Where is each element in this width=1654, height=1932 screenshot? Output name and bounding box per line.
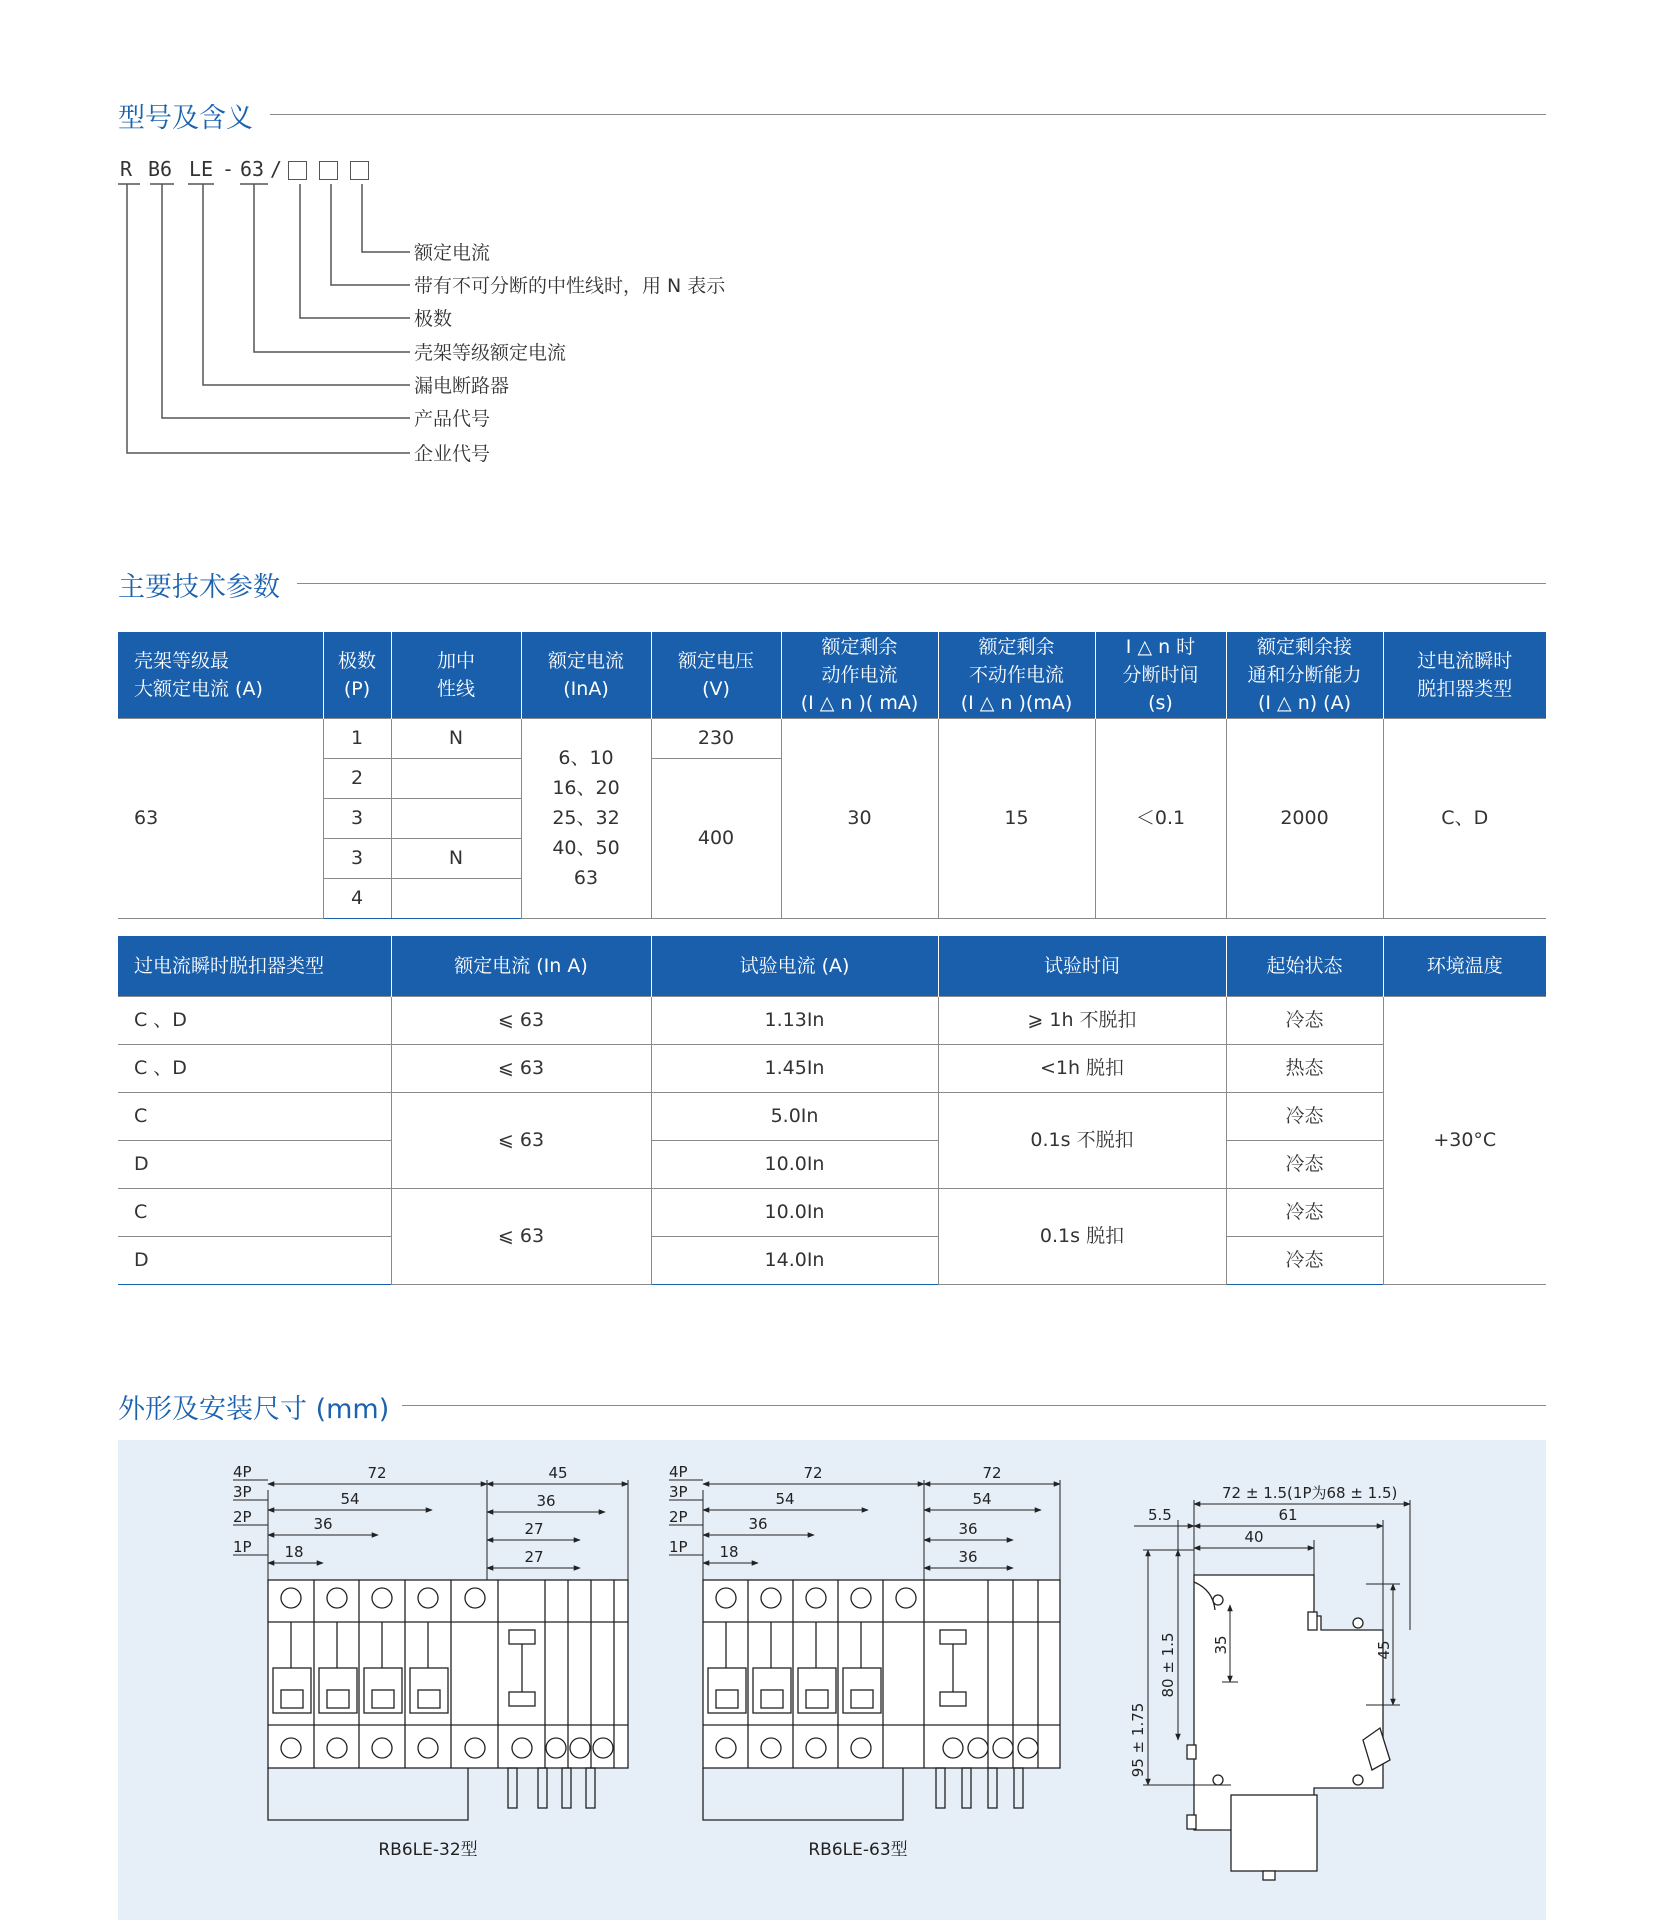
pole-label-3p: 3P bbox=[669, 1483, 688, 1501]
dim-36: 36 bbox=[748, 1515, 768, 1533]
code-b6: B6 bbox=[148, 157, 173, 181]
cell-ambient: +30°C bbox=[1383, 996, 1546, 1284]
cell-trip-type: C 、D bbox=[118, 996, 391, 1044]
cell-rated-current: ⩽ 63 bbox=[391, 1092, 651, 1188]
cell-initial-state: 热态 bbox=[1226, 1044, 1383, 1092]
th-test-time: 试验时间 bbox=[938, 936, 1226, 996]
cell-test-current: 5.0In bbox=[651, 1092, 938, 1140]
code-63: 63 bbox=[240, 157, 265, 181]
cell-voltage-multi: 400 bbox=[651, 758, 781, 918]
caption-rb6le-32: RB6LE-32型 bbox=[378, 1840, 478, 1860]
cell-voltage-1p: 230 bbox=[651, 718, 781, 758]
th-trip-type: 过电流瞬时脱扣器类型 bbox=[118, 936, 391, 996]
cell-test-current: 10.0In bbox=[651, 1140, 938, 1188]
cell-rated-current: ⩽ 63 bbox=[391, 1044, 651, 1092]
meaning-rcbo: 漏电断路器 bbox=[414, 375, 510, 397]
code-dash: - bbox=[222, 157, 235, 181]
side-view bbox=[1129, 1484, 1410, 1880]
meaning-poles: 极数 bbox=[414, 308, 453, 330]
dim-61: 61 bbox=[1278, 1506, 1298, 1524]
th-residual-operating: 额定剩余 动作电流 (I △ n )( mA) bbox=[781, 632, 938, 718]
th-poles: 极数 (P) bbox=[323, 632, 391, 718]
cell-residual-non-operating: 15 bbox=[938, 718, 1095, 918]
pole-label-1p: 1P bbox=[669, 1538, 688, 1556]
section-divider bbox=[402, 1405, 1546, 1406]
meaning-company-code: 企业代号 bbox=[414, 443, 491, 465]
rated-current-line: 40、50 bbox=[552, 837, 620, 859]
cell-poles: 2 bbox=[323, 758, 391, 798]
trip-test-table bbox=[118, 936, 1546, 1285]
cell-trip-type: C bbox=[118, 1188, 391, 1236]
th-break-time: I △ n 时 分断时间 (s) bbox=[1095, 632, 1226, 718]
cell-test-current: 1.45In bbox=[651, 1044, 938, 1092]
cell-initial-state: 冷态 bbox=[1226, 1236, 1383, 1284]
th-rated-current: 额定电流 (In A) bbox=[391, 936, 651, 996]
dim-36: 36 bbox=[536, 1492, 556, 1510]
meaning-rated-current: 额定电流 bbox=[414, 242, 491, 264]
dim-95: 95 ± 1.75 bbox=[1129, 1702, 1147, 1778]
front-view-63 bbox=[669, 1463, 1060, 1860]
meaning-neutral: 带有不可分断的中性线时，用 N 表示 bbox=[414, 275, 726, 297]
pole-label-1p: 1P bbox=[233, 1538, 252, 1556]
tech-params-table bbox=[118, 632, 1546, 919]
dim-72: 72 bbox=[803, 1464, 823, 1482]
dim-36: 36 bbox=[958, 1548, 978, 1566]
pole-label-4p: 4P bbox=[669, 1463, 688, 1481]
cell-poles: 3 bbox=[323, 838, 391, 878]
cell-trip-type: D bbox=[118, 1140, 391, 1188]
dim-45: 45 bbox=[1375, 1640, 1393, 1660]
dim-80: 80 ± 1.5 bbox=[1159, 1632, 1177, 1698]
rated-current-line: 6、10 bbox=[558, 747, 614, 769]
th-rated-voltage: 额定电压 (V) bbox=[651, 632, 781, 718]
dim-18: 18 bbox=[719, 1543, 739, 1561]
th-neutral: 加中 性线 bbox=[391, 632, 521, 718]
cell-residual-operating: 30 bbox=[781, 718, 938, 918]
cell-test-time: <1h 脱扣 bbox=[938, 1044, 1226, 1092]
th-ambient: 环境温度 bbox=[1383, 936, 1546, 996]
meaning-product-code: 产品代号 bbox=[414, 408, 491, 430]
dim-40: 40 bbox=[1244, 1528, 1264, 1546]
cell-making-breaking: 2000 bbox=[1226, 718, 1383, 918]
dim-45: 45 bbox=[548, 1464, 568, 1482]
cell-poles: 3 bbox=[323, 798, 391, 838]
cell-trip-type: C bbox=[118, 1092, 391, 1140]
cell-poles: 1 bbox=[323, 718, 391, 758]
cell-test-time: 0.1s 脱扣 bbox=[938, 1188, 1226, 1284]
dim-54: 54 bbox=[775, 1490, 795, 1508]
cell-neutral: N bbox=[391, 838, 521, 878]
rated-current-line: 16、20 bbox=[552, 777, 620, 799]
dim-72: 72 bbox=[982, 1464, 1002, 1482]
th-test-current: 试验电流 (A) bbox=[651, 936, 938, 996]
code-slash: / bbox=[270, 157, 283, 181]
code-le: LE bbox=[189, 157, 214, 181]
th-making-breaking: 额定剩余接 通和分断能力 (I △ n) (A) bbox=[1226, 632, 1383, 718]
th-rated-current: 额定电流 (InA) bbox=[521, 632, 651, 718]
dim-72: 72 bbox=[367, 1464, 387, 1482]
cell-test-time: 0.1s 不脱扣 bbox=[938, 1092, 1226, 1188]
cell-rated-current: ⩽ 63 bbox=[391, 1188, 651, 1284]
section-title-model: 型号及含义 bbox=[118, 103, 253, 134]
th-initial-state: 起始状态 bbox=[1226, 936, 1383, 996]
rated-current-line: 25、32 bbox=[552, 807, 620, 829]
dim-18: 18 bbox=[284, 1543, 304, 1561]
front-view-32 bbox=[233, 1463, 628, 1860]
cell-rated-current: ⩽ 63 bbox=[391, 996, 651, 1044]
model-leader-lines bbox=[0, 0, 1654, 480]
meaning-frame-current: 壳架等级额定电流 bbox=[414, 342, 567, 364]
code-r: R bbox=[120, 157, 133, 181]
dimension-drawing-panel bbox=[118, 1440, 1546, 1920]
cell-neutral bbox=[391, 758, 521, 798]
cell-trip-type: C 、D bbox=[118, 1044, 391, 1092]
rated-current-line: 63 bbox=[573, 867, 599, 889]
cell-initial-state: 冷态 bbox=[1226, 1140, 1383, 1188]
cell-test-time: ⩾ 1h 不脱扣 bbox=[938, 996, 1226, 1044]
dim-27: 27 bbox=[524, 1548, 544, 1566]
cell-break-time: ＜0.1 bbox=[1095, 718, 1226, 918]
cell-test-current: 10.0In bbox=[651, 1188, 938, 1236]
dim-54: 54 bbox=[972, 1490, 992, 1508]
cell-initial-state: 冷态 bbox=[1226, 1188, 1383, 1236]
cell-poles: 4 bbox=[323, 878, 391, 918]
th-frame-current: 壳架等级最 大额定电流 (A) bbox=[118, 632, 323, 718]
section-divider bbox=[297, 583, 1546, 584]
dim-36: 36 bbox=[958, 1520, 978, 1538]
th-trip-type: 过电流瞬时 脱扣器类型 bbox=[1383, 632, 1546, 718]
pole-label-4p: 4P bbox=[233, 1463, 252, 1481]
pole-label-2p: 2P bbox=[233, 1508, 252, 1526]
cell-neutral bbox=[391, 798, 521, 838]
cell-rated-current bbox=[521, 718, 651, 918]
dim-5-5: 5.5 bbox=[1148, 1506, 1172, 1524]
cell-trip-type: D bbox=[118, 1236, 391, 1284]
dim-54: 54 bbox=[340, 1490, 360, 1508]
cell-neutral bbox=[391, 878, 521, 918]
cell-initial-state: 冷态 bbox=[1226, 996, 1383, 1044]
dim-width: 72 ± 1.5(1P为68 ± 1.5) bbox=[1222, 1484, 1398, 1502]
dim-27: 27 bbox=[524, 1520, 544, 1538]
pole-label-2p: 2P bbox=[669, 1508, 688, 1526]
cell-test-current: 1.13In bbox=[651, 996, 938, 1044]
caption-rb6le-63: RB6LE-63型 bbox=[808, 1840, 908, 1860]
dim-35: 35 bbox=[1212, 1635, 1230, 1655]
cell-initial-state: 冷态 bbox=[1226, 1092, 1383, 1140]
th-residual-non-operating: 额定剩余 不动作电流 (I △ n )(mA) bbox=[938, 632, 1095, 718]
cell-frame-current: 63 bbox=[118, 718, 323, 918]
dim-36: 36 bbox=[313, 1515, 333, 1533]
cell-test-current: 14.0In bbox=[651, 1236, 938, 1284]
pole-label-3p: 3P bbox=[233, 1483, 252, 1501]
section-title-tech: 主要技术参数 bbox=[118, 572, 280, 603]
section-title-dimensions: 外形及安装尺寸 (mm) bbox=[118, 1394, 390, 1425]
cell-trip-type: C、D bbox=[1383, 718, 1546, 918]
dimension-drawings bbox=[118, 1440, 1546, 1920]
cell-neutral: N bbox=[391, 718, 521, 758]
